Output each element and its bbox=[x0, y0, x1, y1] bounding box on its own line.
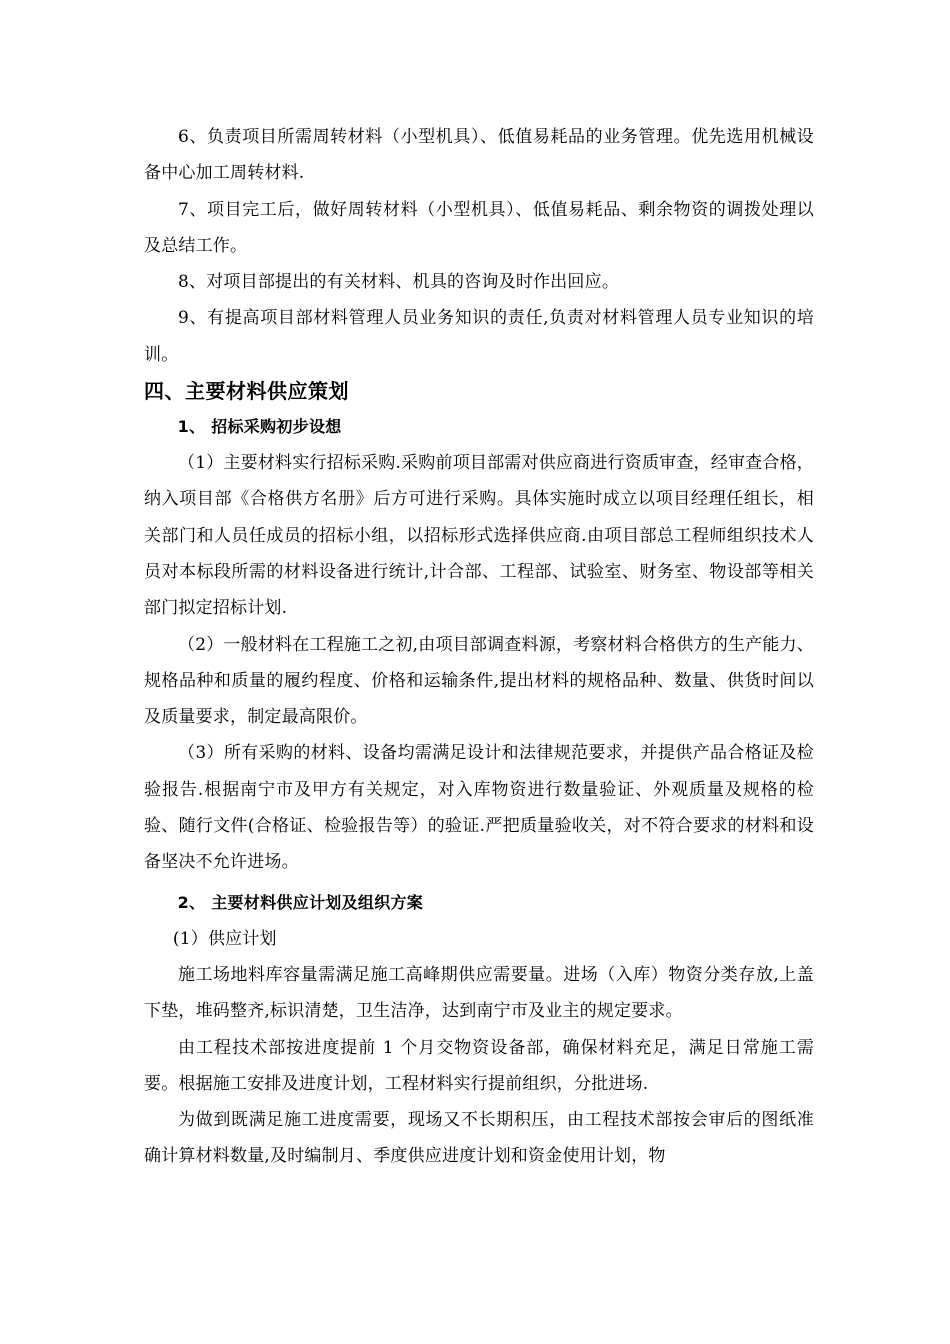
paragraph-procurement-1: （1）主要材料实行招标采购.采购前项目部需对供应商进行资质审查，经审查合格，纳入项目部《合格供方名册》后方可进行采购。具体实施时成立以项目经理任组长，相关部门和人员任成员的招标小组，以招标形式选择供应商.由项目部总工程师组织技术人员对本标段所需的材料设备进行统计,计合部、工程部、试验室、财务室、物设部等相关部门拟定招标计划. bbox=[144, 453, 814, 619]
paragraph-supply-3: 为做到既满足施工进度需要，现场又不长期积压，由工程技术部按会审后的图纸准确计算材料数量,及时编制月、季度供应进度计划和资金使用计划，物 bbox=[144, 1110, 814, 1167]
section-title: 四、主要材料供应策划 bbox=[144, 379, 349, 404]
subsection-title-supply-plan: 2、 主要材料供应计划及组织方案 bbox=[177, 892, 424, 912]
subsection-title-procurement: 1、 招标采购初步设想 bbox=[177, 417, 342, 437]
paragraph-supply-1: 施工场地料库容量需满足施工高峰期供应需要量。进场（入库）物资分类存放,上盖下垫，堆码整齐,标识清楚，卫生洁净，达到南宁市及业主的规定要求。 bbox=[144, 964, 814, 1022]
document-page bbox=[144, 119, 814, 1175]
paragraph-procurement-3: （3）所有采购的材料、设备均需满足设计和法律规范要求，并提供产品合格证及检验报告.根据南宁市及甲方有关规定，对入库物资进行数量验证、外观质量及规格的检验、随行文件(合格证、检验报告等）的验证.严把质量验收关，对不符合要求的材料和设备坚决不允许进场。 bbox=[144, 743, 814, 873]
paragraph-supply-2: 由工程技术部按进度提前 1 个月交物资设备部，确保材料充足，满足日常施工需要。根据施工安排及进度计划，工程材料实行提前组织，分批进场. bbox=[144, 1037, 814, 1094]
paragraph-item-7: 7、项目完工后，做好周转材料（小型机具）、低值易耗品、剩余物资的调拨处理以及总结工作。 bbox=[144, 199, 814, 256]
paragraph-item-6: 6、负责项目所需周转材料（小型机具）、低值易耗品的业务管理。优先选用机械设备中心加工周转材料. bbox=[144, 127, 814, 184]
paragraph-item-8: 8、对项目部提出的有关材料、机具的咨询及时作出回应。 bbox=[178, 272, 620, 293]
paragraph-item-9: 9、有提高项目部材料管理人员业务知识的责任,负责对材料管理人员专业知识的培训。 bbox=[144, 308, 814, 365]
supply-plan-label: (1）供应计划 bbox=[172, 928, 277, 949]
paragraph-procurement-2: （2）一般材料在工程施工之初,由项目部调查料源，考察材料合格供方的生产能力、规格品种和质量的履约程度、价格和运输条件,提出材料的规格品种、数量、供货时间以及质量要求，制定最高限价。 bbox=[144, 634, 814, 728]
